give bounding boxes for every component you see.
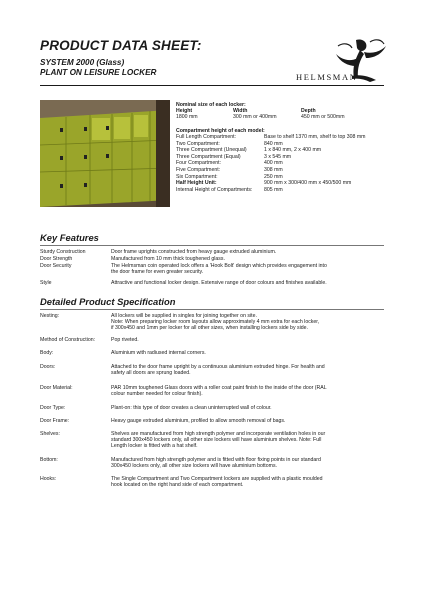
feature-text: The Helmsman coin operated lock offers a 'Hook Bolt' design which provides engagement into: [111, 263, 327, 269]
width-value: 300 mm or 400mm: [233, 114, 277, 120]
spec-text: standard 300x450 lockers only, all other size lockers will have aluminium shelves. Note: Full: [111, 437, 322, 443]
compartment-value: 1 x 840 mm, 2 x 400 mm: [264, 147, 322, 154]
key-features-title: Key Features: [40, 232, 99, 243]
spec-label: Method of Construction:: [40, 337, 96, 343]
compartment-label: Two Compartment:: [176, 140, 220, 147]
compartment-label: Three Compartment (Equal): [176, 153, 241, 160]
spec-label: Nesting:: [40, 313, 60, 319]
spec-text: Heavy gauge extruded aluminium, profiled to allow smooth removal of bags.: [111, 418, 286, 424]
product-name: PLANT ON LEISURE LOCKER: [40, 68, 157, 77]
feature-text: the door frame for even greater security.: [111, 269, 204, 275]
compartment-label: Full Length Compartment:: [176, 134, 236, 140]
spec-label: Bottom:: [40, 457, 58, 463]
brand-name: HELMSMAN: [296, 72, 358, 82]
nominal-size-heading: Nominal size of each locker:: [176, 102, 246, 108]
spec-label: Shelves:: [40, 431, 60, 437]
spec-text: Length locker is fitted with a hat shelf.: [111, 443, 198, 449]
spec-text: Shelves are manufactured from high strength polymer and incorporate ventilation holes in our: [111, 431, 326, 437]
spec-label: Doors:: [40, 364, 56, 370]
feature-text: Attractive and functional locker design. Extensive range of door colours and finishes available.: [111, 280, 327, 286]
depth-label: Depth: [301, 108, 316, 114]
compartment-label: Six Compartment:: [176, 173, 218, 180]
compartment-value: Base to shelf 1370 mm, shelf to top 308 mm: [264, 134, 366, 140]
spec-text: Plant-on: this type of door creates a clean uninterrupted wall of colour.: [111, 405, 272, 411]
spec-label: Door Frame:: [40, 418, 70, 424]
spec-text: PAR 10mm toughened Glass doors with a roller coat paint finish to the inside of the door (RAL: [111, 385, 327, 391]
feature-label: Door Security: [40, 263, 72, 269]
compartment-value: 805 mm: [264, 186, 283, 193]
height-label: Height: [176, 108, 193, 114]
compartment-heading: Compartment height of each model:: [176, 128, 265, 134]
compartment-value: 308 mm: [264, 166, 283, 173]
height-value: 1800 mm: [176, 114, 198, 120]
feature-label: Door Strength: [40, 256, 73, 262]
spec-text: 300x450 lockers only, all other size lockers will have aluminium bottoms.: [111, 463, 277, 469]
section-divider: [40, 309, 384, 310]
compartment-value: 400 mm: [264, 160, 283, 167]
detailed-spec-title: Detailed Product Specification: [40, 296, 176, 307]
section-divider: [40, 245, 384, 246]
product-system: SYSTEM 2000 (Glass): [40, 58, 125, 67]
width-label: Width: [233, 108, 248, 114]
spec-text: colour number needed for colour finish).: [111, 391, 203, 397]
spec-text: Aluminium with radiused internal corners.: [111, 350, 206, 356]
header-divider: [40, 85, 384, 86]
spec-label: Door Material:: [40, 385, 73, 391]
spec-text: Attached to the door frame upright by a continuous aluminium extruded hinge. For health and: [111, 364, 325, 370]
compartment-label: Half Height Unit:: [176, 180, 217, 187]
page-title: PRODUCT DATA SHEET:: [40, 38, 202, 53]
locker-photo: [40, 100, 170, 207]
spec-text: safety all doors are sprung loaded.: [111, 370, 191, 376]
feature-text: Manufactured from 10 mm thick toughened glass.: [111, 256, 225, 262]
spec-text: Manufactured from high strength polymer and is fitted with floor fixing points in our standard: [111, 457, 321, 463]
spec-text: Pop riveted.: [111, 337, 139, 343]
compartment-value: 840 mm: [264, 140, 283, 147]
depth-value: 450 mm or 500mm: [301, 114, 345, 120]
feature-label: Style: [40, 280, 52, 286]
compartment-value: 900 mm x 300/400 mm x 450/500 mm: [264, 180, 352, 187]
compartment-label: Three Compartment (Unequal): [176, 147, 247, 154]
spec-text: Note: When preparing locker room layouts allow approximately 4 mm extra for each locker,: [111, 319, 320, 325]
compartment-label: Internal Height of Compartments:: [176, 186, 253, 193]
spec-text: All lockers will be supplied in singles for joining together on site.: [111, 313, 257, 319]
spec-text: if 300x450 and 1mm per locker for all other sizes, when installing lockers side by side.: [111, 325, 308, 331]
compartment-label: Five Compartment:: [176, 166, 221, 173]
spec-text: hook located on the right hand side of each compartment.: [111, 482, 244, 488]
compartment-label: Four Compartment:: [176, 160, 221, 167]
spec-label: Hooks:: [40, 476, 57, 482]
compartment-value: 3 x 545 mm: [264, 153, 292, 160]
compartment-value: 250 mm: [264, 173, 283, 180]
feature-text: Door frame uprights constructed from heavy gauge extruded aluminium.: [111, 249, 277, 255]
spec-label: Body:: [40, 350, 54, 356]
spec-text: The Single Compartment and Two Compartment lockers are supplied with a plastic moulded: [111, 476, 323, 482]
spec-label: Door Type:: [40, 405, 66, 411]
feature-label: Sturdy Construction: [40, 249, 86, 255]
